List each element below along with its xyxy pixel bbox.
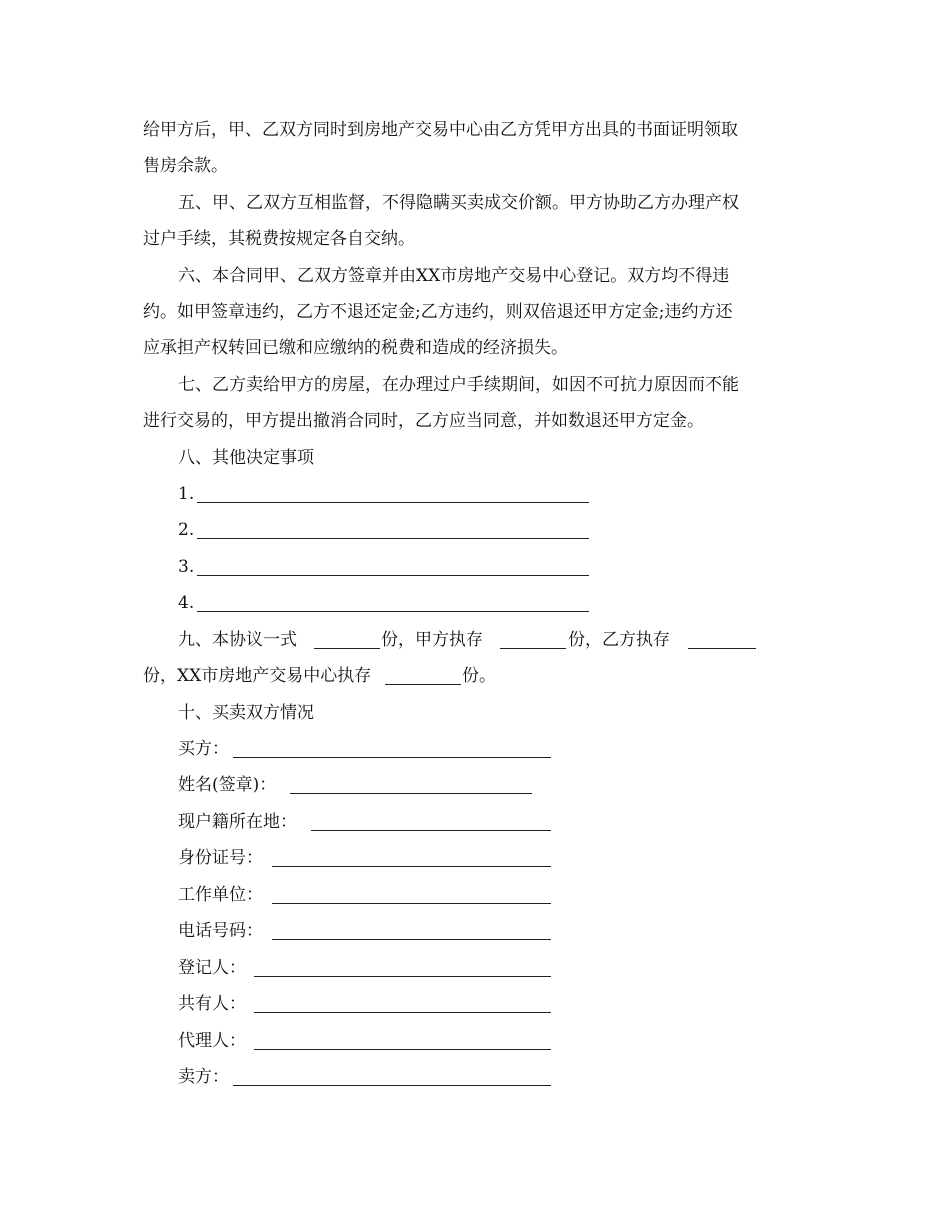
seller-blank bbox=[233, 1085, 551, 1086]
clause-9-text-c: 份，乙方执存 bbox=[568, 630, 670, 650]
paragraph-continuation-line-1: 给甲方后，甲、乙双方同时到房地产交易中心由乙方凭甲方出具的书面证明领取 bbox=[143, 120, 738, 140]
clause-9-text-e: 份。 bbox=[462, 666, 496, 686]
other-item-4-blank bbox=[197, 611, 589, 612]
other-item-4-number: 4. bbox=[178, 593, 195, 613]
agent-label: 代理人： bbox=[178, 1031, 246, 1051]
clause-6-line-2: 约。如甲签章违约，乙方不退还定金;乙方违约，则双倍退还甲方定金;违约方还 bbox=[143, 302, 733, 322]
clause-5-line-1: 五、甲、乙双方互相监督，不得隐瞒买卖成交价额。甲方协助乙方办理产权 bbox=[178, 193, 739, 213]
buyer-blank bbox=[233, 757, 551, 758]
clause-10-heading: 十、买卖双方情况 bbox=[178, 703, 314, 723]
phone-number-label: 电话号码： bbox=[178, 921, 263, 941]
copies-party-b-blank bbox=[688, 648, 756, 649]
buyer-label: 买方： bbox=[178, 739, 229, 759]
other-item-3-number: 3. bbox=[178, 557, 195, 577]
co-owner-label: 共有人： bbox=[178, 994, 246, 1014]
paragraph-continuation-line-2: 售房余款。 bbox=[143, 156, 228, 176]
other-item-1-number: 1. bbox=[178, 484, 195, 504]
registrant-blank bbox=[254, 976, 551, 977]
clause-5-line-2: 过户手续，其税费按规定各自交纳。 bbox=[143, 229, 415, 249]
copies-total-blank bbox=[314, 648, 380, 649]
household-registration-label: 现户籍所在地： bbox=[178, 812, 297, 832]
clause-9-text-d: 份，XX市房地产交易中心执存 bbox=[143, 666, 372, 686]
clause-9-text-b: 份，甲方执存 bbox=[381, 630, 483, 650]
name-signature-blank bbox=[290, 793, 532, 794]
clause-7-line-2: 进行交易的，甲方提出撤消合同时，乙方应当同意，并如数退还甲方定金。 bbox=[143, 411, 704, 431]
id-number-label: 身份证号： bbox=[178, 848, 263, 868]
id-number-blank bbox=[272, 866, 551, 867]
household-registration-blank bbox=[311, 830, 551, 831]
registrant-label: 登记人： bbox=[178, 958, 246, 978]
seller-label: 卖方： bbox=[178, 1067, 229, 1087]
clause-6-line-3: 应承担产权转回已缴和应缴纳的税费和造成的经济损失。 bbox=[143, 338, 568, 358]
copies-center-blank bbox=[385, 684, 461, 685]
phone-number-blank bbox=[272, 939, 551, 940]
other-item-2-blank bbox=[197, 538, 589, 539]
copies-party-a-blank bbox=[500, 648, 566, 649]
clause-6-line-1: 六、本合同甲、乙双方签章并由XX市房地产交易中心登记。双方均不得违 bbox=[178, 266, 730, 286]
name-signature-label: 姓名(签章)： bbox=[178, 775, 277, 795]
other-item-3-blank bbox=[197, 575, 589, 576]
agent-blank bbox=[254, 1049, 551, 1050]
employer-blank bbox=[272, 903, 551, 904]
employer-label: 工作单位： bbox=[178, 885, 263, 905]
clause-9-text-a: 九、本协议一式 bbox=[178, 630, 297, 650]
other-item-2-number: 2. bbox=[178, 520, 195, 540]
co-owner-blank bbox=[254, 1012, 551, 1013]
clause-8-heading: 八、其他决定事项 bbox=[178, 448, 314, 468]
clause-7-line-1: 七、乙方卖给甲方的房屋，在办理过户手续期间，如因不可抗力原因而不能 bbox=[178, 375, 739, 395]
other-item-1-blank bbox=[197, 502, 589, 503]
